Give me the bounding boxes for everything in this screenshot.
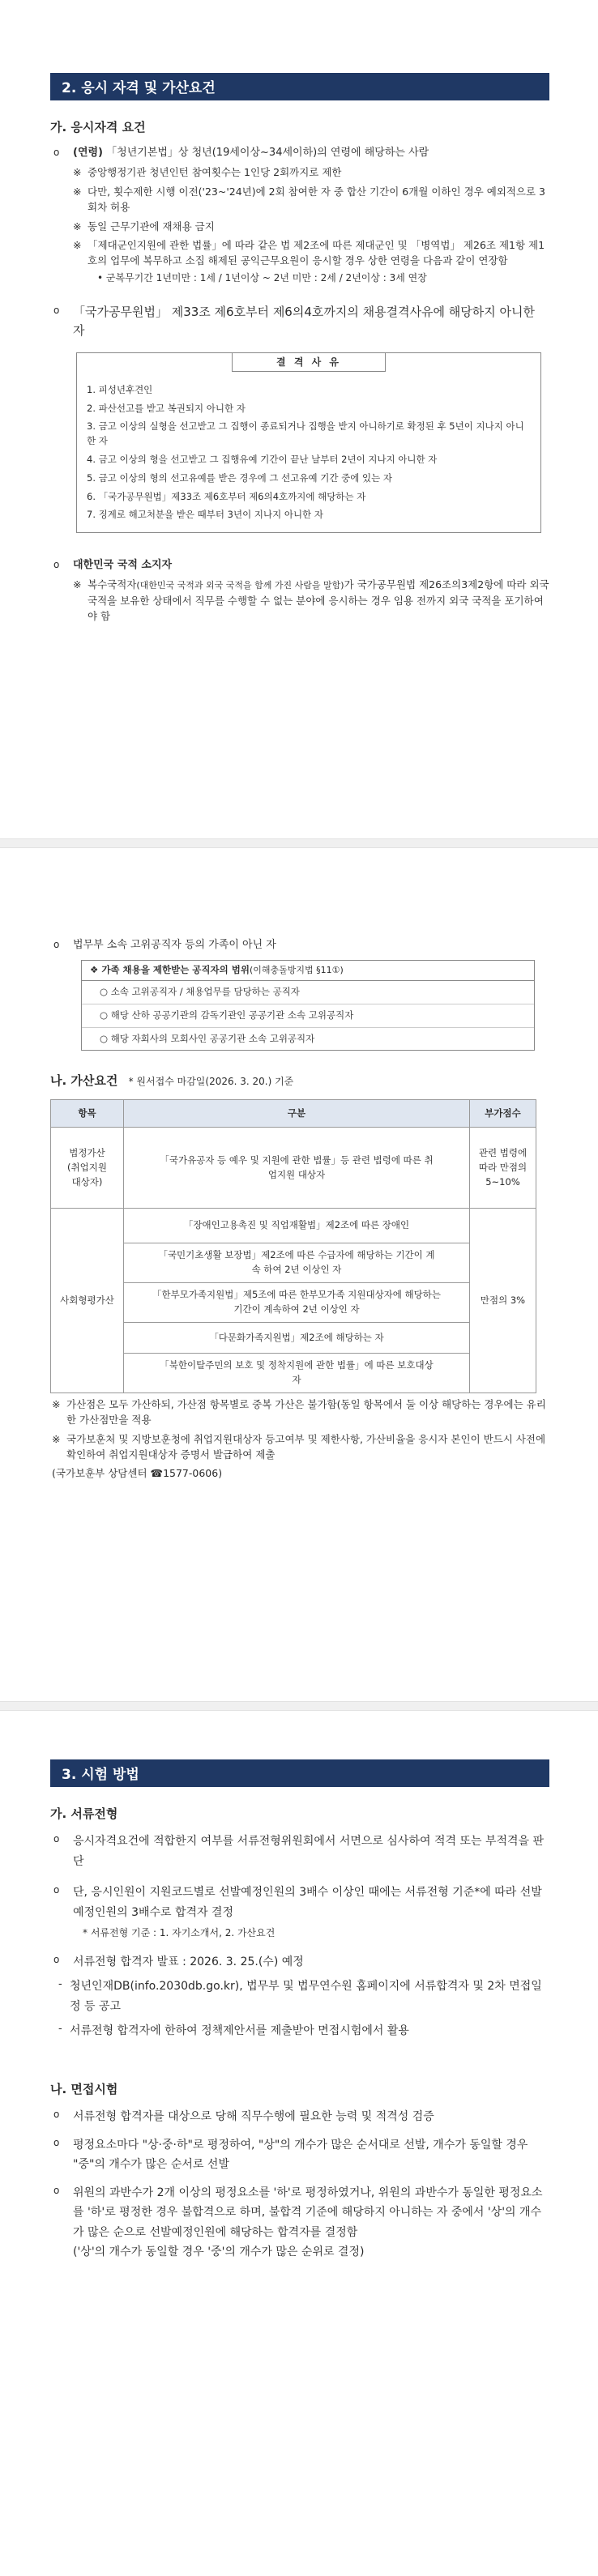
disqualification-item: 5. 금고 이상의 형의 선고유예를 받은 경우에 그 선고유예 기간 중에 있는 자 [87,471,392,484]
document-review: o 응시자격요건에 적합한지 여부를 서류전형위원회에서 서면으로 심사하여 적격 또는 부적격을 판단 [53,1833,545,1868]
table-header: 구분 [124,1099,470,1128]
interview-target: o 서류전형 합격자를 대상으로 당해 직무수행에 필요한 능력 및 적격성 검증 [53,2109,434,2124]
family-scope-box: ❖ 가족 채용을 제한받는 공직자의 범위(이해충돌방지법 §11①) ○ 소속 고위공직자 / 채용업무를 담당하는 공직자 ○ 해당 산하 공공기관의 감독기관인 공공기관 소속 고위공직자 ○ 해당 자회사의 모회사인 공공기관 소속 고위공직자 [81,960,535,1051]
subsection-title-document: 가. 서류전형 [50,1806,118,1821]
table-row: 사회형평가산 「장애인고용촉진 및 직업재활법」제2조에 따른 장애인 만점의 3% [51,1209,536,1243]
military-extension: • 군복무기간 1년미만 : 1세 / 1년이상 ~ 2년 미만 : 2세 / 2년이상 : 3세 연장 [97,271,427,284]
page-additional-points [0,848,598,1701]
page-separator [0,1701,598,1711]
age-prefix: (연령) [73,147,103,160]
interview-fail-criteria: o 위원의 과반수가 2개 이상의 평정요소를 '하'로 평정하였거나, 위원의 과반수가 동일한 평정요소를 '하'로 평정한 경우 불합격으로 하며, 불합격 기준에 해당하지 아니하는 자 중에서 '상'의 개수가 많은 순으로 선발예정인원에 해당하는 합격자를 결정함 ('상'의 개수가 동일할 경우 '중'의 개수가 많은 순위로 결정) [53,2184,543,2259]
subsection-title-bonus: 나. 가산요건 * 원서접수 마감일(2026. 3. 20.) 기준 [50,1073,294,1089]
subsection-title-eligibility: 가. 응시자격 요건 [50,120,146,134]
bonus-basis-note: * 원서접수 마감일(2026. 3. 20.) 기준 [128,1076,294,1088]
disqualification-item: 6. 「국가공무원법」제33조 제6호부터 제6의4호까지에 해당하는 자 [87,490,366,502]
table-row: 「국민기초생활 보장법」제2조에 따른 수급자에 해당하는 기간이 계속 하여 2년 이상인 자 [51,1243,536,1283]
table-row: 「한부모가족지원법」제5조에 따른 한부모가족 지원대상자에 해당하는 기간이 계속하여 2년 이상인 자 [51,1282,536,1322]
disqualification-item: 1. 피성년후견인 [87,383,153,395]
table-row: 「북한이탈주민의 보호 및 정착지원에 관한 법률」에 따른 보호대상자 [51,1354,536,1393]
interview-scoring: o 평정요소마다 "상·중·하"로 평정하여, "상"의 개수가 많은 순서대로 선발, 개수가 동일할 경우 "중"의 개수가 많은 순서로 선발 [53,2136,528,2172]
disqualification-item: 4. 금고 이상의 형을 선고받고 그 집행유예 기간이 끝난 날부터 2년이 지나지 아니한 자 [87,453,438,465]
scope-item: ○ 해당 자회사의 모회사인 공공기관 소속 고위공직자 [100,1032,315,1044]
scope-item: ○ 소속 고위공직자 / 채용업무를 담당하는 공직자 [82,981,534,1004]
note-no-rehire: ※ 동일 근무기관에 재채용 금지 [73,220,215,232]
eligibility-age [50,145,549,161]
disqualification-item: 3. 금고 이상의 실형을 선고받고 그 집행이 종료되거나 집행을 받지 아니하기로 확정된 후 5년이 지나지 아니한 자 [87,420,524,447]
subsection-title-interview: 나. 면접시험 [50,2081,118,2096]
announcement-detail: - 청년인재DB(info.2030db.go.kr), 법무부 및 법무연수원 홈페이지에 서류합격자 및 2차 면접일정 등 공고 [58,1978,542,2013]
page-separator [0,838,598,848]
document-criteria: * 서류전형 기준 : 1. 자기소개서, 2. 가산요건 [83,1927,276,1939]
table-header: 항목 [51,1099,124,1128]
section-header: 2. 응시 자격 및 가산요건 [50,73,549,100]
disqualification-box-title: 결 격 사 유 [232,352,386,373]
bonus-table [50,1099,536,1393]
table-row: 「다문화가족지원법」제2조에 해당하는 자 [51,1322,536,1354]
note-veterans: ※ 「제대군인지원에 관한 법률」에 따라 같은 법 제2조에 따른 제대군인 및 「병역법」 제26조 제1항 제1호의 업무에 복무하고 소집 해제된 공익근무요원이 응시할 경우 상한 연령을 다음과 같이 연장함 [73,238,545,267]
note-dual-nationality: ※ 복수국적자(대한민국 국적과 외국 국적을 함께 가진 사람을 말함)가 국가공무원법 제26조의3제2항에 따라 외국 국적을 보유한 상태에서 직무를 수행할 수 없는 분야에 응시하는 경우 임용 전까지 외국 국적을 포기하여야 함 [73,578,549,623]
circle-marker: o [53,147,60,159]
document-announcement: o 서류전형 합격자 발표 : 2026. 3. 25.(수) 예정 [53,1953,304,1968]
table-header: 부가점수 [470,1099,536,1128]
eligibility-disqualification: o 「국가공무원법」 제33조 제6호부터 제6의4호까지의 채용결격사유에 해당하지 아니한 자 [53,305,536,339]
policy-proposal: - 서류전형 합격자에 한하여 정책제안서를 제출받아 면접시험에서 활용 [58,2023,409,2038]
disqualification-item: 2. 파산선고를 받고 복권되지 아니한 자 [87,402,246,414]
section-header: 3. 시험 방법 [50,1759,549,1787]
eligibility-family: o 법무부 소속 고위공직자 등의 가족이 아닌 자 [53,939,276,951]
table-row: 법정가산 (취업지원 대상자) 「국가유공자 등 예우 및 지원에 관한 법률」등 관련 법령에 따른 취업지원 대상자 관련 법령에 따라 만점의 5~10% [51,1128,536,1209]
eligibility-nationality: o 대한민국 국적 소지자 [53,559,173,572]
age-text: 「청년기본법」상 청년(19세이상~34세이하)의 연령에 해당하는 사람 [106,147,429,160]
note-bonus-duplicate: ※ 가산점은 모두 가산하되, 가산점 항목별로 중복 가산은 불가함(동일 항목에서 둘 이상 해당하는 경우에는 유리한 가산점만을 적용 [52,1397,546,1427]
note-intern-limit: ※ 중앙행정기관 청년인턴 참여횟수는 1인당 2회까지로 제한 [73,166,342,179]
page-section-2 [0,0,598,838]
page-section-3 [0,1711,598,2575]
document-threshold: o 단, 응시인원이 지원코드별로 선발예정인원의 3배수 이상인 때에는 서류전형 기준*에 따라 선발예정인원의 3배수로 합격자 결정 [53,1884,542,1919]
scope-title: ❖ 가족 채용을 제한받는 공직자의 범위 [90,964,250,976]
note-exception: ※ 다만, 횟수제한 시행 이전('23~'24년)에 2회 참여한 자 중 합산 기간이 6개월 이하인 경우 예외적으로 3회차 허용 [73,185,545,214]
scope-item: ○ 해당 산하 공공기관의 감독기관인 공공기관 소속 고위공직자 [82,1004,534,1028]
disqualification-box [76,352,541,534]
contact-center: (국가보훈부 상담센터 ☎1577-0606) [52,1467,223,1480]
disqualification-item: 7. 징계로 해고처분을 받은 때부터 3년이 지나지 아니한 자 [87,509,323,521]
note-veteran-office: ※ 국가보훈처 및 지방보훈청에 취업지원대상자 등고여부 및 제한사항, 가산비율을 응시자 본인이 반드시 사전에 확인하여 취업지원대상자 증명서 발급하여 제출 [52,1432,546,1461]
